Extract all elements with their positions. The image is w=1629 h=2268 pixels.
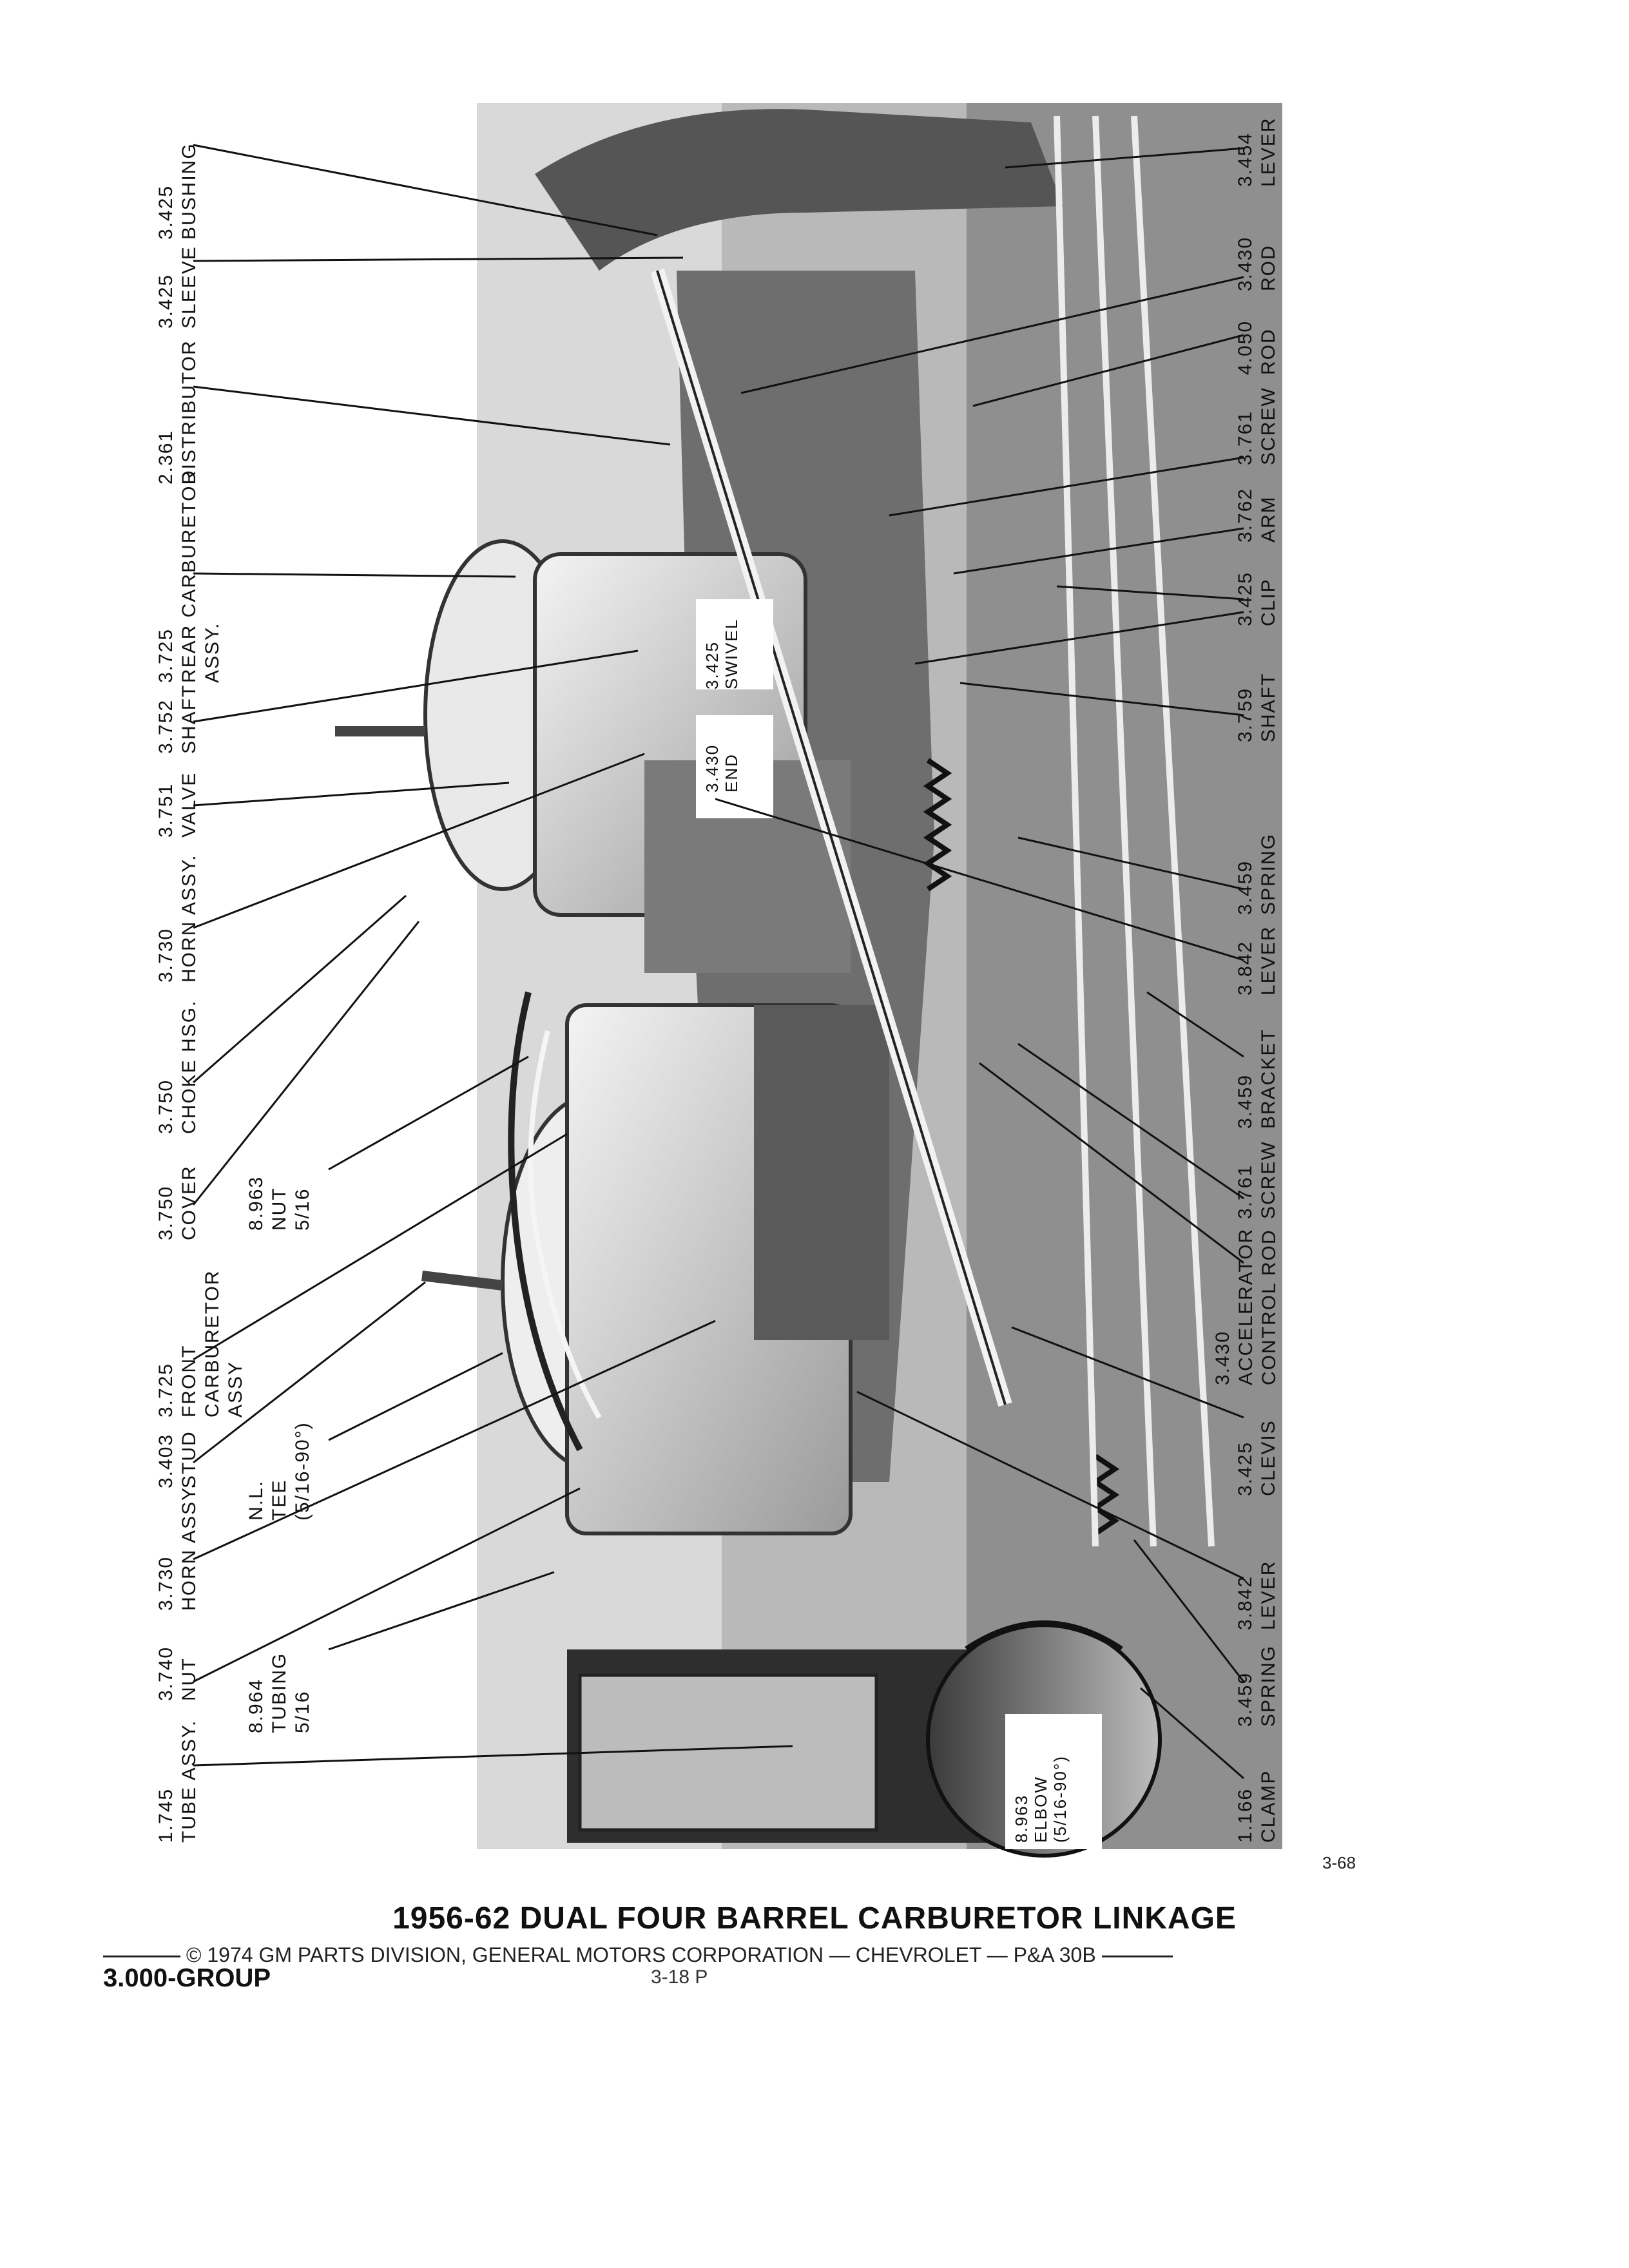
callout-sleeve [155, 245, 201, 329]
part-number: 3.425 [1235, 571, 1256, 626]
part-number: 3.750 [155, 1185, 177, 1240]
callout-clip [1234, 572, 1280, 626]
part-number: 3.759 [1235, 687, 1256, 742]
part-name: COVER [178, 1165, 200, 1240]
callout-valve [155, 772, 201, 838]
callout-bushing [155, 142, 201, 240]
part-extra: ASSY [225, 1360, 246, 1418]
part-name: ROD [1258, 328, 1279, 375]
engine-photo [335, 103, 1282, 1856]
callout-end [702, 744, 741, 793]
part-name: TEE [269, 1479, 290, 1521]
part-number: 1.745 [155, 1787, 177, 1843]
part-name: SCREW [1258, 387, 1279, 465]
callout-clamp [1234, 1770, 1280, 1843]
part-number: 4.050 [1235, 320, 1256, 375]
callout-horn-assy-rear [155, 854, 201, 983]
callout-tubing [245, 1653, 314, 1733]
part-number: 3.425 [155, 273, 177, 329]
callout-distributor [155, 340, 201, 485]
part-number: 3.430 [1212, 1330, 1233, 1385]
part-number: 3.454 [1235, 131, 1256, 187]
callout-horn-assy-front [155, 1482, 201, 1611]
part-name: HORN ASSY. [178, 1482, 200, 1611]
part-number: 3.762 [1235, 487, 1256, 543]
callout-rod-2 [1234, 320, 1280, 375]
part-name: CHOKE HSG. [178, 999, 200, 1134]
part-name: STUD [178, 1430, 200, 1488]
part-name: SPRING [1258, 1644, 1279, 1727]
part-number: 3.761 [1235, 410, 1256, 465]
part-name: ROD [1258, 244, 1279, 291]
figure-id: 3-68 [1322, 1853, 1356, 1872]
callout-tube-assy [155, 1720, 201, 1843]
callout-nut [155, 1646, 201, 1701]
part-name: SWIVEL [722, 618, 741, 689]
part-extra: 5/16 [292, 1187, 313, 1231]
part-number: 3.425 [1235, 1441, 1256, 1496]
part-extra: 5/16 [292, 1690, 313, 1733]
part-name: END [722, 753, 741, 793]
part-name: SHAFT [178, 684, 200, 754]
callout-spring-2 [1234, 1645, 1280, 1727]
part-number: 8.963 [246, 1175, 267, 1231]
part-name: LEVER [1258, 117, 1279, 187]
figure-caption: 1956-62 DUAL FOUR BARREL CARBURETOR LINKAGE [392, 1901, 1237, 1936]
callout-shaft [155, 684, 201, 754]
part-number: 3.730 [155, 1555, 177, 1611]
part-name: SHAFT [1258, 672, 1279, 742]
callout-screw-2 [1234, 1140, 1280, 1219]
callout-elbow [1012, 1755, 1070, 1843]
part-number: 3.730 [155, 927, 177, 983]
part-name: NUT [269, 1187, 290, 1231]
callout-lever-3 [1234, 1561, 1280, 1630]
callout-bracket [1234, 1028, 1280, 1129]
part-number: 3.751 [155, 782, 177, 838]
callout-screw-1 [1234, 387, 1280, 465]
callout-stud [155, 1430, 201, 1488]
part-name-2: CONTROL ROD [1258, 1229, 1280, 1385]
part-name: SLEEVE [178, 245, 200, 329]
callout-tee [245, 1421, 314, 1521]
part-number: 3.725 [155, 1362, 177, 1418]
part-name: CLIP [1258, 578, 1279, 626]
part-number: 3.761 [1235, 1164, 1256, 1219]
group-label: 3.000-GROUP [103, 1964, 271, 1992]
part-name: BUSHING [178, 142, 200, 240]
part-number: 3.842 [1235, 940, 1256, 995]
callout-accelerator-rod [1211, 1228, 1281, 1385]
footer-rule-right [1102, 1956, 1173, 1957]
part-name: REAR CARBURETOR [178, 469, 200, 683]
part-name-2: CARBURETOR [202, 1269, 223, 1418]
part-number: 2.361 [155, 429, 177, 485]
part-number: 8.963 [1012, 1794, 1031, 1843]
callout-front-carburetor [155, 1270, 247, 1418]
callout-arm [1234, 488, 1280, 543]
callout-swivel [702, 619, 741, 689]
callout-rod-1 [1234, 236, 1280, 291]
part-number: 3.425 [702, 640, 722, 689]
callout-choke-hsg [155, 1000, 201, 1134]
part-number: 3.750 [155, 1079, 177, 1134]
callout-lever-top [1234, 117, 1280, 187]
part-name: NUT [178, 1657, 200, 1701]
part-name: SPRING [1258, 832, 1279, 915]
part-number: 3.430 [702, 744, 722, 793]
part-number: 3.425 [155, 184, 177, 240]
part-number: 3.459 [1235, 860, 1256, 915]
part-number: 3.740 [155, 1646, 177, 1701]
part-name: ELBOW [1031, 1776, 1050, 1843]
part-name: SCREW [1258, 1140, 1279, 1219]
callout-lever-2 [1234, 926, 1280, 995]
part-name: LEVER [1258, 925, 1279, 995]
part-name: DISTRIBUTOR [178, 340, 200, 485]
part-name: FRONT [178, 1344, 200, 1418]
callout-clevis [1234, 1419, 1280, 1496]
part-extra: (5/16-90°) [1050, 1755, 1070, 1843]
part-number: 3.725 [155, 628, 177, 683]
part-number: 3.403 [155, 1433, 177, 1488]
part-name: ACCELERATOR [1235, 1227, 1257, 1385]
page-number: 3-18 P [651, 1966, 708, 1988]
part-name: TUBING [269, 1652, 290, 1733]
part-number: 3.430 [1235, 236, 1256, 291]
part-number: 3.459 [1235, 1671, 1256, 1727]
part-extra: ASSY. [202, 622, 223, 683]
part-name: TUBE ASSY. [178, 1719, 200, 1843]
part-number: 3.752 [155, 698, 177, 754]
part-name: CLAMP [1258, 1769, 1279, 1843]
part-number: 8.964 [246, 1678, 267, 1733]
part-name: ARM [1258, 495, 1279, 543]
part-name: HORN ASSY. [178, 854, 200, 983]
callout-cover [155, 1165, 201, 1240]
callout-rear-carburetor [155, 470, 224, 683]
footer-line [103, 1943, 1308, 1967]
part-extra: (5/16-90°) [292, 1421, 313, 1521]
part-name: VALVE [178, 771, 200, 838]
copyright-text: © 1974 GM PARTS DIVISION, GENERAL MOTORS CORPORATION — CHEVROLET — P&A 30B [186, 1943, 1096, 1966]
callout-spring-1 [1234, 833, 1280, 915]
part-name: LEVER [1258, 1560, 1279, 1630]
callout-fuel-nut [245, 1176, 314, 1231]
footer-rule-left [103, 1956, 180, 1957]
part-name: CLEVIS [1258, 1419, 1279, 1496]
part-number: 3.459 [1235, 1073, 1256, 1129]
callout-shaft-right [1234, 673, 1280, 742]
part-name: BRACKET [1258, 1028, 1279, 1129]
part-number: 3.842 [1235, 1575, 1256, 1630]
part-number: N.L. [246, 1479, 267, 1521]
part-number: 1.166 [1235, 1787, 1256, 1843]
